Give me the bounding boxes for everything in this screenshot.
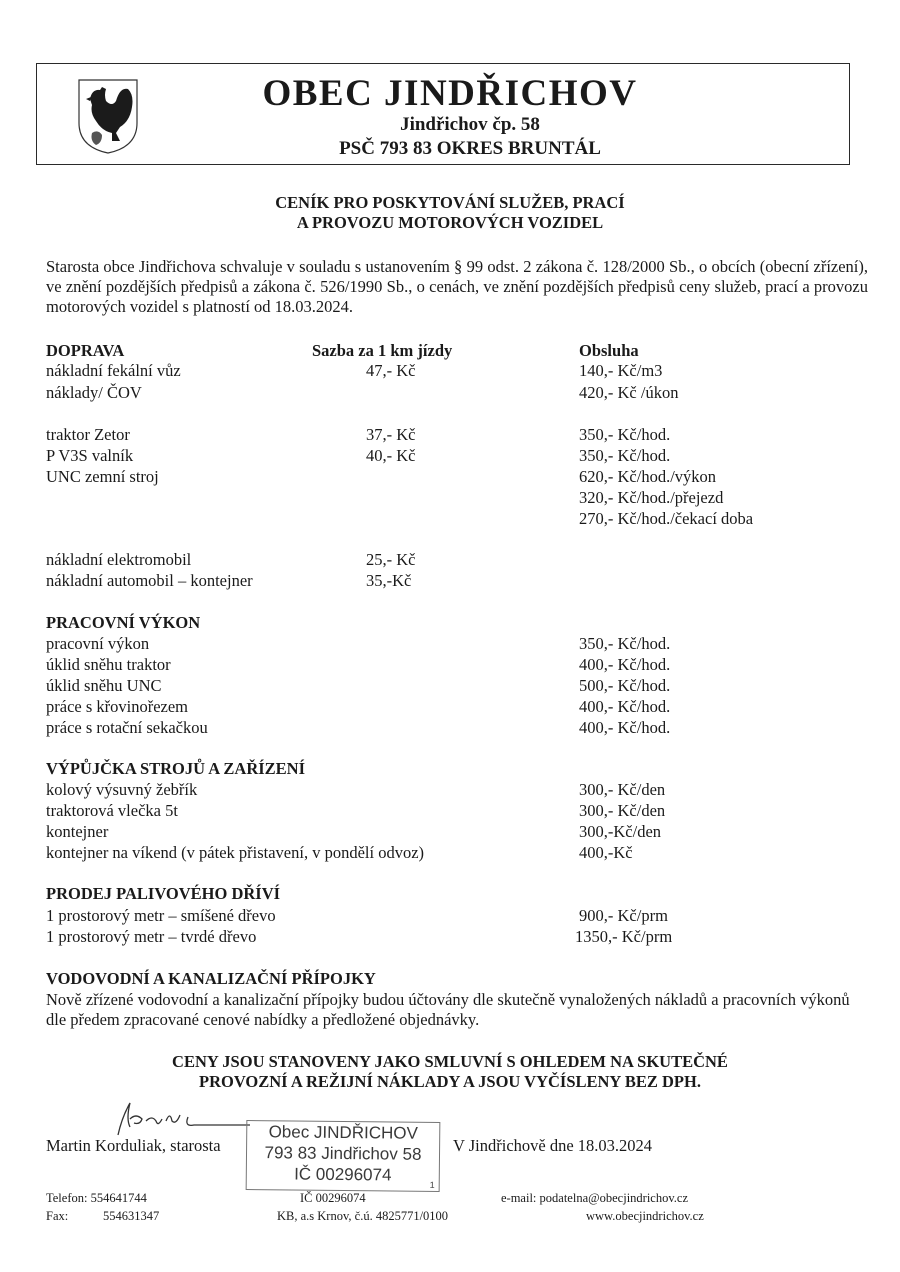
footer-fax: 554631347	[103, 1209, 160, 1223]
footer-bank: KB, a.s Krnov, č.ú. 4825771/0100	[277, 1209, 449, 1223]
rental-price: 300,-Kč/den	[579, 822, 662, 841]
footer-phone: Telefon: 554641744	[46, 1191, 147, 1205]
section-heading-vypujcka: VÝPŮJČKA STROJŮ A ZAŘÍZENÍ	[46, 759, 306, 778]
work-item: pracovní výkon	[46, 634, 150, 653]
doprava-item: P V3S valník	[46, 446, 134, 465]
signatory-name: Martin Korduliak, starosta	[46, 1136, 221, 1155]
work-price: 400,- Kč/hod.	[579, 655, 671, 674]
doprava-service: 620,- Kč/hod./výkon	[579, 467, 717, 486]
rental-price: 400,-Kč	[579, 843, 633, 862]
doprava-rate: 47,- Kč	[366, 361, 416, 380]
doprava-item: nákladní automobil – kontejner	[46, 571, 253, 590]
doprava-rate: 25,- Kč	[366, 550, 416, 569]
municipality-name: OBEC JINDŘICHOV	[262, 73, 638, 114]
closing-statement	[0, 1052, 900, 1092]
column-header-rate: Sazba za 1 km jízdy	[312, 341, 453, 360]
closing-line-1: CENY JSOU STANOVENY JAKO SMLUVNÍ S OHLEDEM NA SKUTEČNÉ	[172, 1052, 728, 1071]
rental-item: kolový výsuvný žebřík	[46, 780, 198, 799]
official-stamp	[246, 1120, 441, 1192]
intro-paragraph: Starosta obce Jindřichova schvaluje v souladu s ustanovením § 99 odst. 2 zákona č. 128/2000 Sb., o obcích (obecní zřízení), ve znění pozdějších předpisů a zákona č. 526/1990 Sb., o cenách, ve znění pozdějších předpisů ceny služeb, prací a provozu motorových vozidel s platností od 18.03.2024.	[46, 257, 868, 316]
doprava-service: 350,- Kč/hod.	[579, 425, 671, 444]
stamp-number: 1	[429, 1179, 435, 1190]
rental-item: kontejner	[46, 822, 109, 841]
work-item: práce s křovinořezem	[46, 697, 189, 716]
stamp-line-1: Obec JINDŘICHOV	[268, 1122, 418, 1143]
work-price: 350,- Kč/hod.	[579, 634, 671, 653]
work-item: práce s rotační sekačkou	[46, 718, 208, 737]
work-price: 400,- Kč/hod.	[579, 697, 671, 716]
document-title	[0, 193, 900, 233]
section-heading-drivi: PRODEJ PALIVOVÉHO DŘÍVÍ	[46, 884, 281, 903]
doprava-item: nákladní fekální vůz	[46, 361, 181, 380]
rental-item: kontejner na víkend (v pátek přistavení, v pondělí odvoz)	[46, 843, 425, 862]
connections-note: Nově zřízené vodovodní a kanalizační přípojky budou účtovány dle skutečně vynaložených nákladů a pracovních výkonů dle předem zpracované cenové nabídky a předložené objednávky.	[46, 990, 850, 1029]
closing-line-2: PROVOZNÍ A REŽIJNÍ NÁKLADY A JSOU VYČÍSLENY BEZ DPH.	[199, 1072, 701, 1091]
doprava-rate: 35,-Kč	[366, 571, 412, 590]
firewood-item: 1 prostorový metr – smíšené dřevo	[46, 906, 276, 925]
section-heading-doprava: DOPRAVA	[46, 341, 125, 360]
stamp-line-3: IČ 00296074	[294, 1164, 392, 1185]
doprava-item: traktor Zetor	[46, 425, 130, 444]
doprava-item: nákladní elektromobil	[46, 550, 192, 569]
doprava-item: náklady/ ČOV	[46, 383, 142, 402]
doprava-service: 270,- Kč/hod./čekací doba	[579, 509, 754, 528]
rental-price: 300,- Kč/den	[579, 780, 666, 799]
stamp-line-2: 793 83 Jindřichov 58	[264, 1143, 422, 1164]
handwritten-signature	[100, 1097, 250, 1139]
footer-fax-label: Fax:	[46, 1209, 69, 1223]
firewood-item: 1 prostorový metr – tvrdé dřevo	[46, 927, 257, 946]
work-price: 400,- Kč/hod.	[579, 718, 671, 737]
place-and-date: V Jindřichově dne 18.03.2024	[453, 1136, 653, 1155]
footer-email[interactable]: e-mail: podatelna@obecjindrichov.cz	[501, 1191, 689, 1205]
work-item: úklid sněhu UNC	[46, 676, 162, 695]
address-line-1: Jindřichov čp. 58	[400, 114, 540, 135]
doprava-service: 350,- Kč/hod.	[579, 446, 671, 465]
doprava-item: UNC zemní stroj	[46, 467, 159, 486]
section-heading-pripojky: VODOVODNÍ A KANALIZAČNÍ PŘÍPOJKY	[46, 969, 376, 988]
footer-ic: IČ 00296074	[300, 1191, 366, 1205]
doprava-service: 320,- Kč/hod./přejezd	[579, 488, 724, 507]
column-header-service: Obsluha	[579, 341, 639, 360]
document-title-line-2: A PROVOZU MOTOROVÝCH VOZIDEL	[296, 213, 604, 232]
rental-item: traktorová vlečka 5t	[46, 801, 178, 820]
footer-website[interactable]: www.obecjindrichov.cz	[586, 1209, 704, 1223]
firewood-price: 900,- Kč/prm	[579, 906, 668, 925]
work-item: úklid sněhu traktor	[46, 655, 171, 674]
address-line-2: PSČ 793 83 OKRES BRUNTÁL	[339, 138, 601, 159]
doprava-rate: 37,- Kč	[366, 425, 416, 444]
rental-price: 300,- Kč/den	[579, 801, 666, 820]
firewood-price: 1350,- Kč/prm	[575, 927, 673, 946]
doprava-service: 140,- Kč/m3	[579, 361, 663, 380]
doprava-service: 420,- Kč /úkon	[579, 383, 679, 402]
document-title-line-1: CENÍK PRO POSKYTOVÁNÍ SLUŽEB, PRACÍ	[275, 193, 625, 212]
section-heading-pracovni-vykon: PRACOVNÍ VÝKON	[46, 613, 201, 632]
work-price: 500,- Kč/hod.	[579, 676, 671, 695]
doprava-rate: 40,- Kč	[366, 446, 416, 465]
